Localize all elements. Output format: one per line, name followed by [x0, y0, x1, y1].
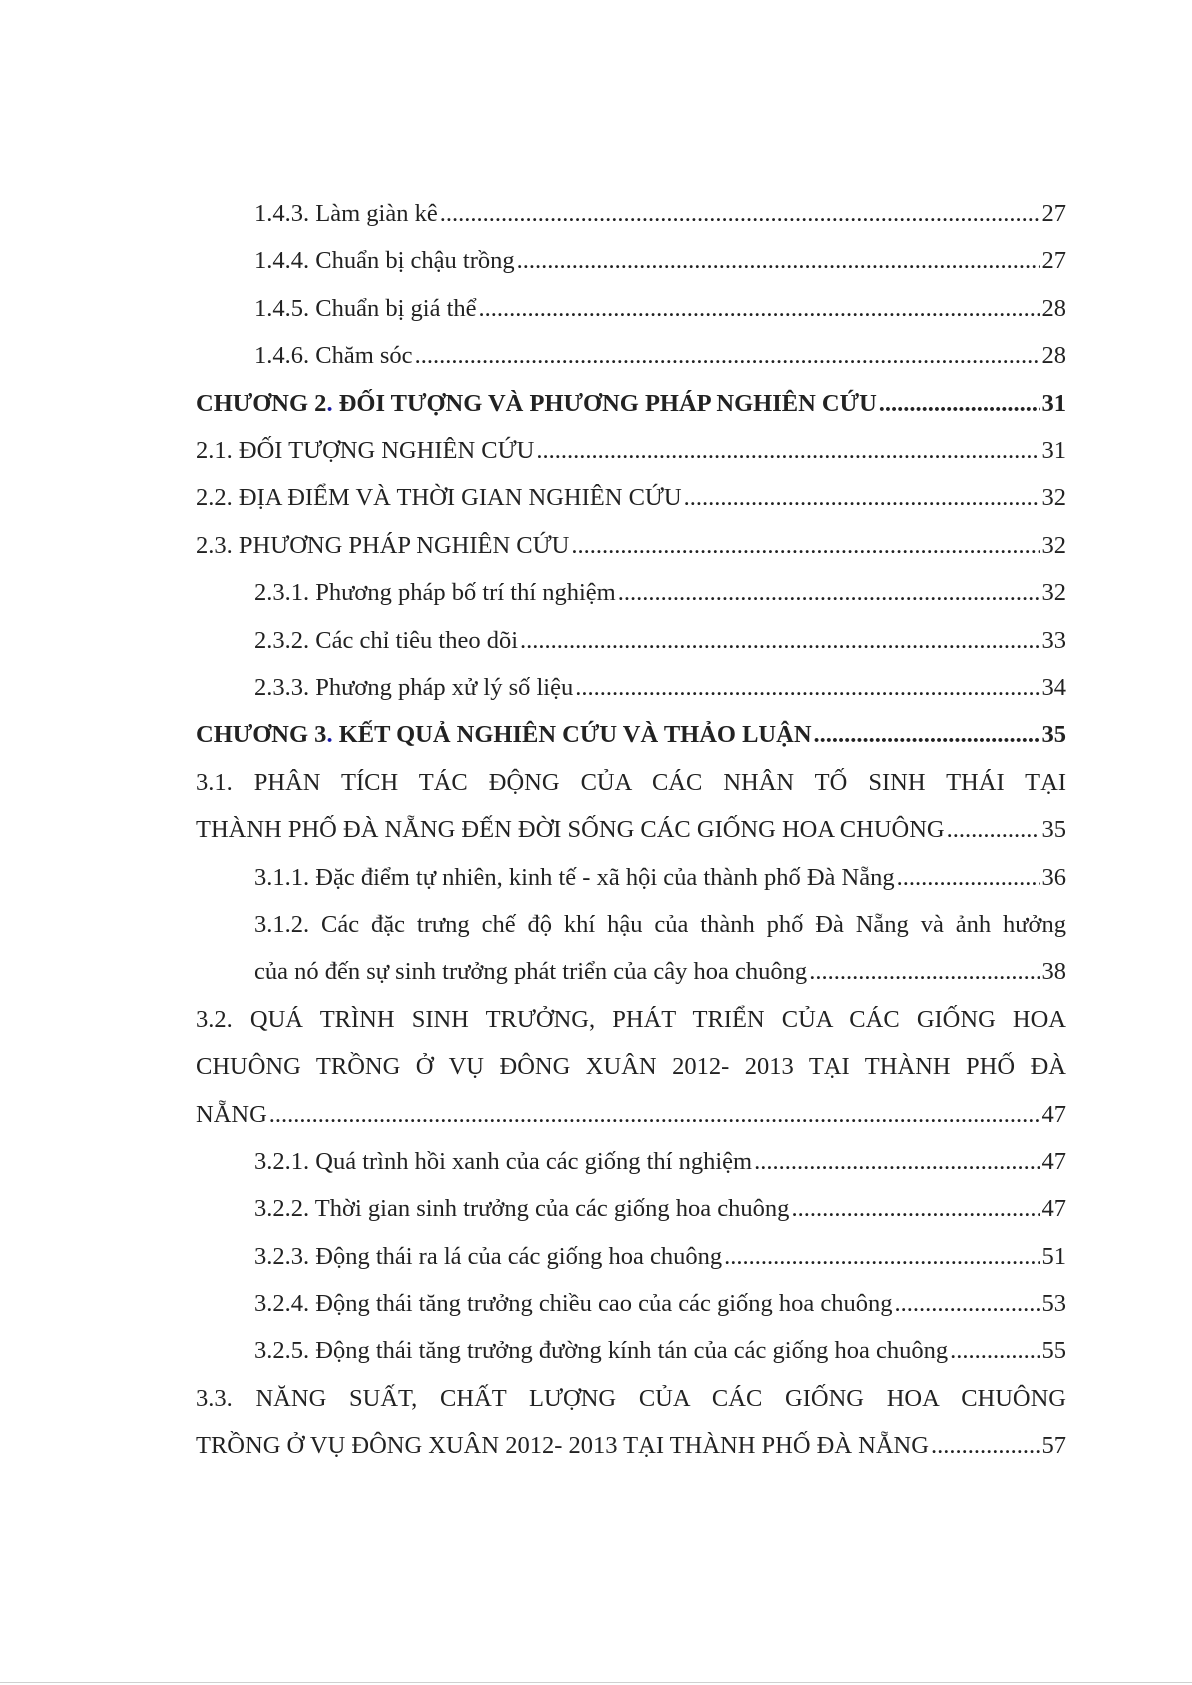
toc-entry-3-2-4[interactable] [196, 1280, 1066, 1327]
dot-leader [897, 854, 1040, 901]
toc-entry-title-line-1: 3.1. PHÂN TÍCH TÁC ĐỘNG CỦA CÁC NHÂN TỐ SINH THÁI TẠI [196, 768, 1066, 796]
toc-page-number: 35 [1041, 816, 1066, 844]
toc-entry-3-1-2[interactable] [196, 901, 1066, 996]
toc-entry-title: 2.3. PHƯƠNG PHÁP NGHIÊN CỨU [196, 531, 570, 559]
toc-entry-1-4-5[interactable] [196, 285, 1066, 332]
toc-entry-title-line-1: 3.3. NĂNG SUẤT, CHẤT LƯỢNG CỦA CÁC GIỐNG HOA CHUÔNG [196, 1384, 1066, 1412]
chapter-separator: . [326, 389, 333, 417]
dot-leader [814, 711, 1040, 758]
toc-entry-title: 3.2.5. Động thái tăng trưởng đường kính tán của các giống hoa chuông [254, 1337, 949, 1365]
dot-leader [575, 664, 1039, 711]
chapter-prefix: CHƯƠNG 2 [196, 389, 327, 417]
dot-leader [415, 332, 1040, 379]
toc-entry-3-3[interactable] [196, 1375, 1066, 1470]
toc-page-number: 27 [1041, 200, 1066, 227]
toc-entry-3-1[interactable] [196, 759, 1066, 854]
toc-page-number: 31 [1041, 436, 1066, 464]
chapter-prefix: CHƯƠNG 3 [196, 721, 327, 749]
toc-page-number: 35 [1041, 721, 1066, 749]
toc-chapter-2[interactable] [196, 380, 1066, 427]
dot-leader [269, 1091, 1040, 1138]
dot-leader [520, 617, 1040, 664]
dot-leader [517, 237, 1040, 284]
toc-page-number: 32 [1041, 531, 1066, 559]
toc-chapter-title [196, 711, 812, 758]
dot-leader [571, 522, 1039, 569]
toc-entry-title: 1.4.3. Làm giàn kê [254, 200, 438, 227]
dot-leader [947, 806, 1040, 853]
toc-page-number: 47 [1041, 1147, 1066, 1175]
toc-entry-title: 1.4.4. Chuẩn bị chậu trồng [254, 247, 515, 275]
toc-entry-3-1-1[interactable] [196, 854, 1066, 901]
dot-leader [479, 285, 1040, 332]
toc-page-number: 31 [1041, 389, 1066, 417]
toc-page-number: 27 [1041, 247, 1066, 275]
toc-chapter-title [196, 380, 877, 427]
chapter-title-text: KẾT QUẢ NGHIÊN CỨU VÀ THẢO LUẬN [332, 721, 812, 749]
toc-page-number: 57 [1041, 1432, 1066, 1460]
toc-entry-title: 1.4.5. Chuẩn bị giá thể [254, 294, 477, 322]
toc-entry-3-2-3[interactable] [196, 1233, 1066, 1280]
toc-entry-title: 1.4.6. Chăm sóc [254, 342, 413, 370]
toc-page-number: 36 [1041, 863, 1066, 891]
toc-page-number: 55 [1041, 1337, 1066, 1365]
toc-entry-2-3-3[interactable] [196, 664, 1066, 711]
toc-entry-title-line-1: 3.1.2. Các đặc trưng chế độ khí hậu của thành phố Đà Nẵng và ảnh hưởng [254, 910, 1066, 938]
toc-entry-title: 2.3.2. Các chỉ tiêu theo dõi [254, 626, 518, 654]
toc-entry-title: 2.1. ĐỐI TƯỢNG NGHIÊN CỨU [196, 436, 535, 464]
toc-entry-title: 3.2.4. Động thái tăng trưởng chiều cao của các giống hoa chuông [254, 1290, 893, 1318]
dot-leader [950, 1327, 1039, 1374]
toc-entry-3-2[interactable] [196, 996, 1066, 1138]
toc-entry-2-3-2[interactable] [196, 617, 1066, 664]
toc-entry-title-line-1: 3.2. QUÁ TRÌNH SINH TRƯỞNG, PHÁT TRIỂN CỦA CÁC GIỐNG HOA [196, 1005, 1066, 1033]
dot-leader [791, 1185, 1039, 1232]
toc-entry-title: 2.3.1. Phương pháp bố trí thí nghiệm [254, 579, 616, 607]
toc-entry-2-2[interactable] [196, 474, 1066, 521]
page-bottom-edge [0, 1682, 1192, 1683]
dot-leader [754, 1138, 1039, 1185]
toc-entry-3-2-2[interactable] [196, 1185, 1066, 1232]
toc-page-number: 32 [1041, 579, 1066, 607]
toc-page-number: 34 [1041, 673, 1066, 701]
toc-entry-title-line-2: TRỒNG Ở VỤ ĐÔNG XUÂN 2012- 2013 TẠI THÀNH PHỐ ĐÀ NẴNG [196, 1432, 929, 1460]
toc-chapter-3[interactable] [196, 711, 1066, 758]
toc-entry-title: 3.2.1. Quá trình hồi xanh của các giống thí nghiệm [254, 1147, 753, 1175]
dot-leader [440, 190, 1040, 237]
toc-entry-3-2-5[interactable] [196, 1327, 1066, 1374]
toc-entry-title: 3.2.3. Động thái ra lá của các giống hoa chuông [254, 1242, 723, 1270]
toc-page-number: 53 [1041, 1290, 1066, 1318]
toc-page-number: 28 [1041, 294, 1066, 322]
toc-entry-title: 3.2.2. Thời gian sinh trưởng của các giống hoa chuông [254, 1195, 790, 1223]
table-of-contents [196, 190, 1066, 1470]
toc-page-number: 33 [1041, 626, 1066, 654]
toc-page-number: 32 [1041, 484, 1066, 512]
dot-leader [684, 474, 1040, 521]
toc-entry-2-1[interactable] [196, 427, 1066, 474]
toc-entry-1-4-4[interactable] [196, 237, 1066, 284]
toc-page-number: 47 [1041, 1195, 1066, 1223]
dot-leader [895, 1280, 1040, 1327]
toc-entry-title-line-2: CHUÔNG TRỒNG Ở VỤ ĐÔNG XUÂN 2012- 2013 TẠI THÀNH PHỐ ĐÀ [196, 1053, 1066, 1081]
toc-page-number: 28 [1041, 342, 1066, 370]
dot-leader [536, 427, 1039, 474]
toc-entry-3-2-1[interactable] [196, 1138, 1066, 1185]
chapter-title-text: ĐỐI TƯỢNG VÀ PHƯƠNG PHÁP NGHIÊN CỨU [332, 389, 877, 417]
dot-leader [724, 1233, 1039, 1280]
toc-entry-1-4-3[interactable] [196, 190, 1066, 237]
toc-entry-title: 2.3.3. Phương pháp xử lý số liệu [254, 673, 574, 701]
toc-page-number: 51 [1041, 1242, 1066, 1270]
dot-leader [809, 948, 1039, 995]
toc-entry-title: 2.2. ĐỊA ĐIỂM VÀ THỜI GIAN NGHIÊN CỨU [196, 484, 682, 512]
toc-entry-title-line-2: THÀNH PHỐ ĐÀ NẴNG ĐẾN ĐỜI SỐNG CÁC GIỐNG HOA CHUÔNG [196, 816, 945, 844]
toc-entry-title-line-2: của nó đến sự sinh trưởng phát triển của cây hoa chuông [254, 958, 808, 986]
toc-entry-1-4-6[interactable] [196, 332, 1066, 379]
toc-page-number: 38 [1041, 958, 1066, 986]
dot-leader [931, 1422, 1040, 1469]
dot-leader [618, 569, 1040, 616]
toc-entry-2-3-1[interactable] [196, 569, 1066, 616]
dot-leader [879, 380, 1040, 427]
toc-page-number: 47 [1041, 1100, 1066, 1128]
chapter-separator: . [326, 721, 333, 749]
toc-entry-2-3[interactable] [196, 522, 1066, 569]
toc-entry-title-line-3: NẴNG [196, 1100, 267, 1128]
toc-entry-title: 3.1.1. Đặc điểm tự nhiên, kinh tế - xã hội của thành phố Đà Nẵng [254, 863, 895, 891]
